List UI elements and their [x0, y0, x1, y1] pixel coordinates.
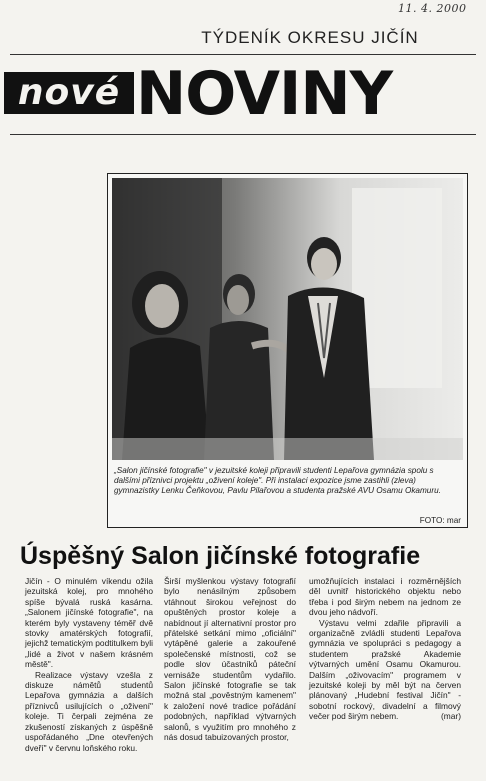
masthead-logo-noviny: NOVINY — [136, 60, 393, 128]
paragraph: Širší myšlenkou výstavy fotografií bylo nenásilným způsobem vtáhnout širokou veřejnost do opuštěných prostor koleje a nabídnout jí alternativní prostor pro přátelské setkání mimo „oficiální" vytápěné galerie a zakouřené společenské místnosti, což se podle slov účastníků páteční vernisáže studentům vydařilo. Salon jičínské fotografie se tak možná stal „pověstným kamenem" k založení nové tradice pořádání podobných, například výtvarných salonů, s využitím pro mnohého z nás dosud tabuizovaných prostor, — [164, 576, 296, 743]
paragraph-text: Výstavu velmi zdařile připravili a organizačně zvládli studenti Lepařova gymnázia ve spolupráci s pedagogy a studentem pražské Akademie výtvarných umění Osamu Okamurou. Dalším „oživovacím" programem v jezuitské koleji by měl být na červen plánovaný „Hudební festival Jičín" - sobotní rockový, divadelní a filmový večer pod širým nebem. — [309, 617, 461, 722]
paragraph: Realizace výstavy vzešla z diskuze námětů studentů Lepařova gymnázia a dalších příznivců usilujících o „oživení" koleje. Ti čerpali zejména ze zkušeností získaných z úspěšně uspořádaného „Dne otevřených dveří" v červnu loňského roku. — [25, 669, 153, 753]
author-signature: (mar) — [440, 711, 461, 722]
article-headline: Úspěšný Salon jičínské fotografie — [20, 542, 421, 570]
article-column-2 — [164, 576, 296, 743]
press-photo — [112, 178, 463, 460]
masthead-bottom-rule — [10, 134, 476, 135]
masthead-top-rule — [10, 54, 476, 55]
article-column-1 — [25, 576, 153, 753]
photo-caption: „Salon jičínské fotografie" v jezuitské koleji připravili studenti Lepařova gymnázia spolu s dalšími příznivci projektu „oživení koleje". Při instalaci expozice jsme zastihli (zleva) gymnazistky Lenku Čeňkovou, Pavlu Pilařovou a studenta pražské AVU Osamu Okamuru. — [114, 466, 441, 496]
masthead-subtitle: TÝDENÍK OKRESU JIČÍN — [201, 28, 419, 47]
photo-credit: FOTO: mar — [419, 516, 461, 525]
paragraph: umožňujících instalaci i rozměrnějších děl uvnitř historického objektu nebo třeba i pod širým nebem na jednom ze dvou jeho nádvoří. — [309, 576, 461, 618]
masthead-logo-nove: nové — [4, 72, 134, 114]
handwritten-date: 11. 4. 2000 — [398, 2, 467, 15]
photo-illustration — [112, 178, 463, 460]
paragraph: Jičín - O minulém víkendu ožila jezuitská kolej, pro mnohého spíše bývalá ruská kasárna. „Salonem jičínské fotografie", na kterém byly vystaveny téměř dvě stovky amatérských fotografií, jejichž tematickým podtitulkem byli „lidé a život v našem krásném městě". — [25, 576, 153, 670]
paragraph — [309, 618, 461, 722]
photo-box — [107, 173, 468, 528]
article-column-3 — [309, 576, 461, 722]
